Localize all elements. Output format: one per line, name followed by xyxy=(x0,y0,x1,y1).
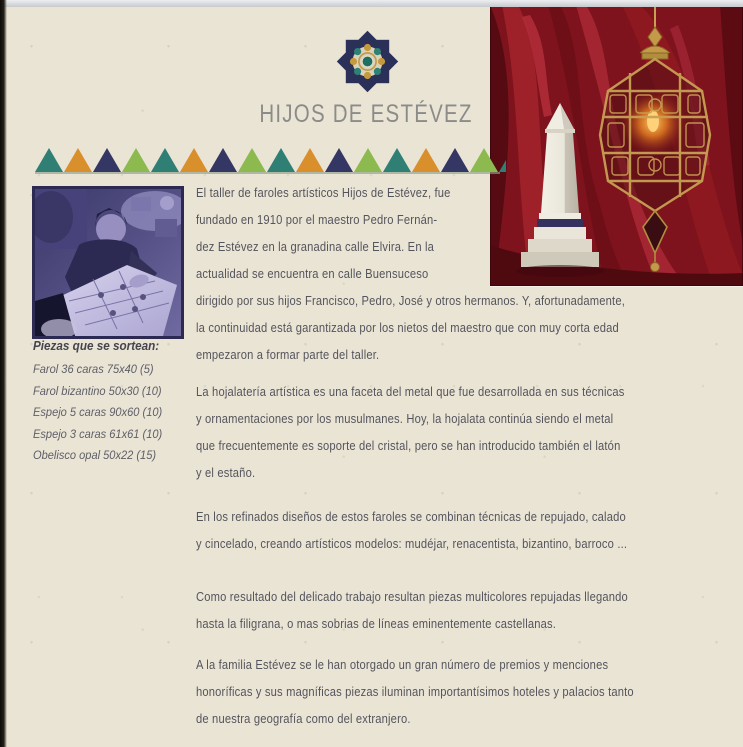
triangle-icon xyxy=(64,148,92,172)
text-line: y ornamentaciones por los musulmanes. Hoy, la hojalata continúa siendo el metal xyxy=(196,411,614,426)
triangle-icon xyxy=(412,148,440,172)
paragraph-intro-narrow xyxy=(196,179,492,287)
craftsman-photo xyxy=(32,186,184,339)
text-line: Farol 36 caras 75x40 (5) xyxy=(33,362,154,376)
triangle-icon xyxy=(93,148,121,172)
text-line: fundado en 1910 por el maestro Pedro Fernán- xyxy=(196,212,438,227)
triangle-icon xyxy=(151,148,179,172)
triangle-icon xyxy=(499,148,506,172)
triangle-icon xyxy=(267,148,295,172)
text-line: hasta la filigrana, o mas sobrias de líneas eminentemente castellanas. xyxy=(196,616,557,631)
paragraph-hojalateria xyxy=(196,378,694,486)
triangle-icon xyxy=(209,148,237,172)
text-line: Farol bizantino 50x30 (10) xyxy=(33,383,162,398)
text-line: La hojalatería artística es una faceta del metal que fue desarrollada en sus técnicas xyxy=(196,384,625,399)
text-line: honoríficas y sus magníficas piezas iluminan importantísimos hoteles y palacios tanto xyxy=(196,684,634,699)
triangle-icon xyxy=(180,148,208,172)
triangle-border-baseline xyxy=(35,172,500,174)
triangle-icon xyxy=(383,148,411,172)
text-line: Como resultado del delicado trabajo resultan piezas multicolores repujadas llegando xyxy=(196,589,628,604)
text-line: que frecuentemente es soporte del cristal, pero se han introducido también el latón xyxy=(196,438,621,453)
text-line: Espejo 3 caras 61x61 (10) xyxy=(33,426,163,441)
text-line: y el estaño. xyxy=(196,465,256,480)
raffle-list xyxy=(33,359,177,467)
text-line: dez Estévez en la granadina calle Elvira. En la xyxy=(196,239,435,254)
triangle-icon xyxy=(354,148,382,172)
text-line: dirigido por sus hijos Francisco, Pedro, José y otros hermanos. Y, afortunadamente, xyxy=(196,293,625,308)
text-line: de nuestra geografía como del extranjero. xyxy=(196,711,411,726)
text-line: A la familia Estévez se le han otorgado un gran número de premios y menciones xyxy=(196,657,609,672)
text-line: En los refinados diseños de estos faroles se combinan técnicas de repujado, calado xyxy=(196,509,626,524)
triangle-icon xyxy=(122,148,150,172)
paragraph-disenos xyxy=(196,503,697,557)
eight-point-star-icon xyxy=(336,30,399,93)
triangle-icon xyxy=(238,148,266,172)
text-line: Obelisco opal 50x22 (15) xyxy=(33,448,157,462)
triangle-border-row xyxy=(35,148,506,174)
triangle-icon xyxy=(470,148,498,172)
paragraph-intro-wide xyxy=(196,287,695,368)
text-line: empezaron a formar parte del taller. xyxy=(196,347,380,362)
text-line: la continuidad está garantizada por los nietos del maestro que con muy corta edad xyxy=(196,320,619,335)
lantern-obelisk-photo xyxy=(490,5,743,286)
triangle-icon xyxy=(296,148,324,172)
page-title: HIJOS DE ESTÉVEZ xyxy=(259,100,473,128)
text-line: y cincelado, creando artísticos modelos: mudéjar, renacentista, bizantino, barroco ... xyxy=(196,536,628,551)
triangle-icon xyxy=(441,148,469,172)
scan-left-edge xyxy=(0,0,7,747)
text-line: Espejo 5 caras 90x60 (10) xyxy=(33,405,163,419)
text-line: actualidad se encuentra en calle Buensuceso xyxy=(196,266,429,281)
paragraph-resultado xyxy=(196,583,698,637)
text-line: El taller de faroles artísticos Hijos de Estévez, fue xyxy=(196,185,451,200)
triangle-icon xyxy=(35,148,63,172)
scan-top-edge xyxy=(0,0,743,7)
triangle-icon xyxy=(325,148,353,172)
paragraph-premios xyxy=(196,651,705,732)
raffle-heading: Piezas que se sortean: xyxy=(33,338,160,353)
